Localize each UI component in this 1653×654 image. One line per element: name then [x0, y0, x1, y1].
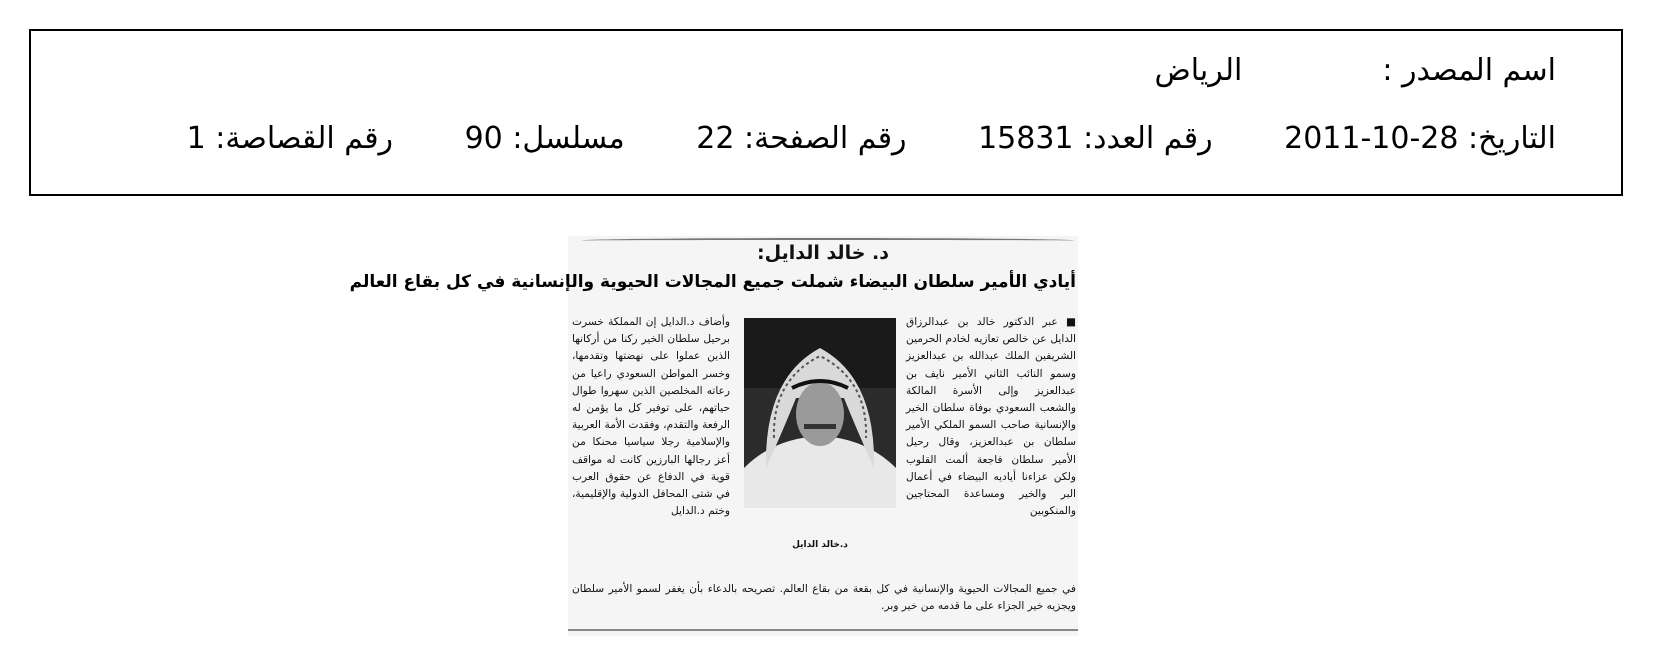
source-value: الرياض	[1154, 53, 1243, 88]
article-headline: أيادي الأمير سلطان البيضاء شملت جميع المجالات الحيوية والإنسانية في كل بقاع العالم	[349, 272, 1076, 292]
article-closing-lines: في جميع المجالات الحيوية والإنسانية في كل بقعة من بقاع العالم. تصريحه بالدعاء بأن يغفر لسمو الأمير سلطان ويجزيه خير الجزاء على ما قدمه من خير وبر.	[572, 583, 1076, 613]
metadata-box	[29, 29, 1623, 196]
bottom-rule	[568, 629, 1078, 631]
details-row	[187, 119, 1556, 159]
issue-value: 15831	[978, 121, 1074, 156]
newspaper-clipping	[349, 236, 1078, 636]
article-column-right: ■ عبر الدكتور خالد بن عبدالرزاق الدايل عن خالص تعازيه لخادم الحرمين الشريفين الملك عبدالله بن عبدالعزيز وسمو النائب الثاني الأمير نايف بن عبدالعزيز وإلى الأسرة المالكة والشعب السعودي بوفاة سلطان الخير والإنسانية صاحب السمو الملكي الأمير سلطان بن عبدالعزيز، وقال رحيل الأمير سلطان فاجعة ألمت القلوب ولكن عزاءنا أياديه البيضاء في أعمال البر والخير ومساعدة المحتاجين والمنكوبين	[906, 316, 1076, 518]
article-kicker: د. خالد الدايل:	[757, 242, 889, 264]
serial-value: 90	[464, 121, 503, 156]
photo-caption: د.خالد الدايل	[792, 540, 848, 550]
source-row	[1155, 51, 1556, 91]
date-value: 2011-10-28	[1284, 121, 1459, 156]
clip-label: رقم القصاصة:	[215, 121, 394, 156]
article-column-left: وأضاف د.الدايل إن المملكة خسرت برحيل سلطان الخير ركنا من أركانها الذين عملوا على نهضتها وتقدمها، وخسر المواطن السعودي راعيا من رعاته المخلصين الذين سهروا طوال حياتهم، على توفير كل ما يؤمن له الرفعة والتقدم، وفقدت الأمة العربية والإسلامية رجلا سياسيا محنكا من أعز رجالها البارزين كانت له مواقف قوية في الدفاع عن حقوق العرب في شتى المحافل الدولية والإقليمية، وختم د.الدايل	[572, 316, 730, 518]
date-label: التاريخ:	[1468, 121, 1556, 156]
serial-label: مسلسل:	[512, 121, 625, 156]
issue-label: رقم العدد:	[1083, 121, 1213, 156]
clip-value: 1	[186, 121, 206, 156]
page-value: 22	[696, 121, 735, 156]
page-label: رقم الصفحة:	[743, 121, 907, 156]
source-label: اسم المصدر :	[1382, 53, 1556, 88]
portrait-photo	[744, 318, 896, 508]
